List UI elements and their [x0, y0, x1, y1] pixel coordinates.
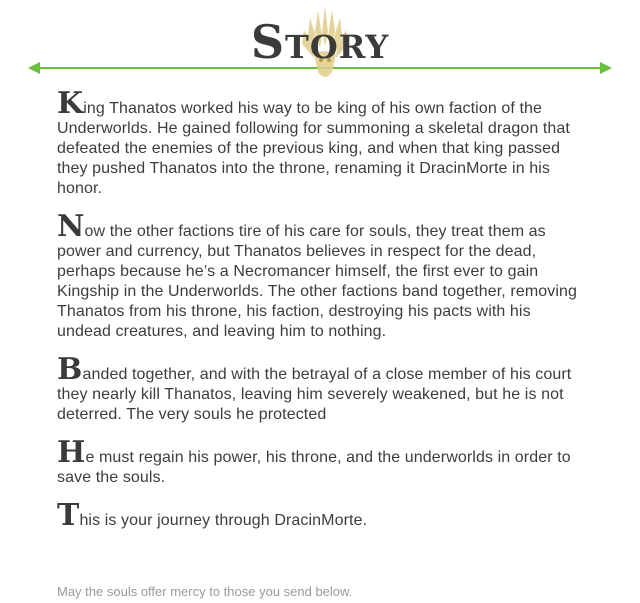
drop-cap: N — [57, 209, 85, 244]
story-paragraph — [57, 498, 587, 533]
drop-cap: H — [57, 435, 86, 470]
footer-tagline: May the souls offer mercy to those you send below. — [57, 584, 353, 599]
story-paragraph — [57, 435, 587, 488]
story-header — [0, 0, 640, 90]
story-paragraph — [57, 86, 587, 199]
paragraph-text: his is your journey through DracinMorte. — [79, 512, 368, 529]
story-paragraph — [57, 352, 587, 425]
paragraph-text: ing Thanatos worked his way to be king of his own faction of the Underworlds. He gained following for summoning a skeletal dragon that defeated the enemies of the previous king, and when that king passed they pushed Thanatos into the throne, renaming it DracinMorte in his honor. — [57, 100, 570, 197]
paragraph-text: e must regain his power, his throne, and the underworlds in order to save the souls. — [57, 449, 571, 486]
story-paragraph — [57, 209, 587, 342]
paragraph-text: ow the other factions tire of his care for souls, they treat them as power and currency, but Thanatos believes in respect for the dead, perhaps because he’s a Necromancer himself, the first ever to gain Kingship in the Underworlds. The other factions band together, removing Thanatos from his throne, his faction, destroying his pacts with his undead creatures, and leaving him to nothing. — [57, 223, 577, 340]
paragraph-text: anded together, and with the betrayal of a close member of his court they nearly kill Thanatos, leaving him severely weakened, but he is not deterred. The very souls he protected — [57, 366, 572, 423]
drop-cap: T — [57, 498, 80, 533]
story-body — [57, 86, 587, 549]
page-title: Story — [250, 15, 390, 69]
drop-cap: B — [57, 352, 83, 387]
drop-cap: K — [57, 86, 84, 121]
